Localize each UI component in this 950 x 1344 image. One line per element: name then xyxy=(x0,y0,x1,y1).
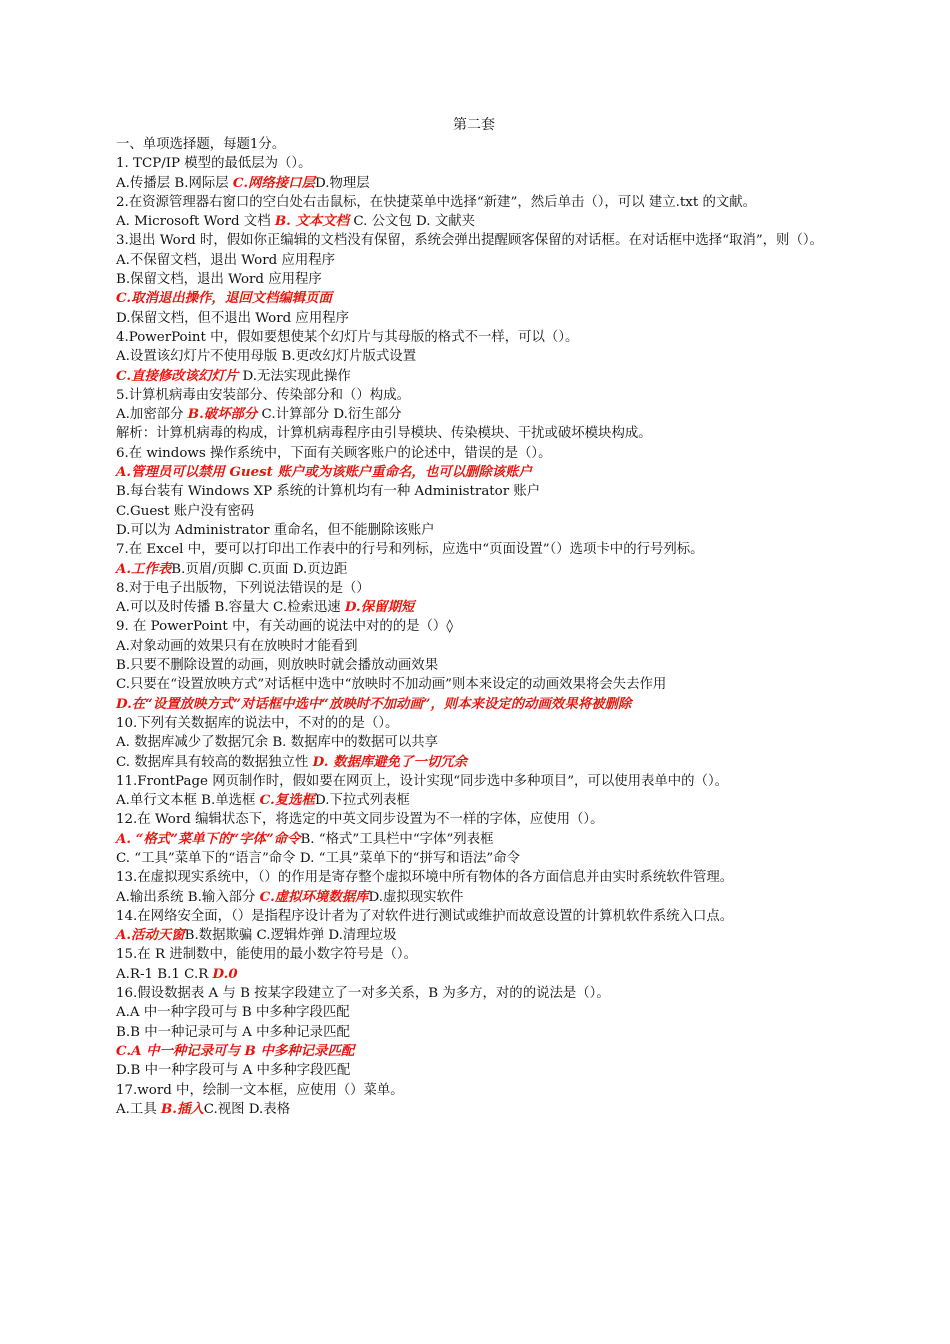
line-text: B.页眉/页脚 C.页面 D.页边距 xyxy=(171,561,348,577)
document-body xyxy=(116,135,832,1119)
text-line xyxy=(116,405,832,424)
text-line xyxy=(116,926,832,945)
line-text: 8.对于电子出版物，下列说法错误的是（） xyxy=(116,580,370,596)
line-text: 9. 在 PowerPoint 中，有关动画的说法中对的的是（）◊ xyxy=(116,619,453,635)
line-text: A.传播层 B.网际层 xyxy=(116,175,233,191)
text-line xyxy=(116,251,832,270)
line-text: 6.在 windows 操作系统中，下面有关顾客账户的论述中，错误的是（）。 xyxy=(116,445,552,461)
line-text: D.下拉式列表框 xyxy=(314,793,410,809)
text-line xyxy=(116,174,832,193)
text-line xyxy=(116,424,832,443)
answer-text: C.网络接口层 xyxy=(232,174,315,191)
text-line xyxy=(116,328,832,347)
line-text: 1. TCP/IP 模型的最低层为（）。 xyxy=(116,156,312,172)
text-line xyxy=(116,1003,832,1022)
text-line xyxy=(116,193,832,212)
text-line xyxy=(116,984,832,1003)
text-line xyxy=(116,502,832,521)
line-text: 15.在 R 进制数中，能使用的最小数字符号是（）。 xyxy=(116,947,418,963)
text-line xyxy=(116,1100,832,1119)
line-text: B.每台装有 Windows XP 系统的计算机均有一种 Administrator 账户 xyxy=(116,484,541,500)
line-text: D.物理层 xyxy=(314,175,370,191)
answer-text: C.A 中一种记录可与 B 中多种记录匹配 xyxy=(116,1042,355,1059)
answer-text: D.在“设置放映方式”对话框中选中“放映时不加动画”，则本来设定的动画效果将被删除 xyxy=(116,695,632,712)
line-text: 解析：计算机病毒的构成，计算机病毒程序由引导模块、传染模块、干扰或破坏模块构成。 xyxy=(116,426,652,442)
text-line xyxy=(116,810,832,829)
line-text: 17.word 中，绘制一文本框，应使用（）菜单。 xyxy=(116,1082,404,1098)
text-line xyxy=(116,888,832,907)
line-text: A. 数据库减少了数据冗余 B. 数据库中的数据可以共享 xyxy=(116,735,438,751)
line-text: 10.下列有关数据库的说法中，不对的的是（）。 xyxy=(116,715,399,731)
answer-text: B.插入 xyxy=(160,1100,204,1117)
line-text: 5.计算机病毒由安装部分、传染部分和（）构成。 xyxy=(116,387,410,403)
text-line xyxy=(116,579,832,598)
text-line xyxy=(116,598,832,617)
line-text: B.保留文档，退出 Word 应用程序 xyxy=(116,272,322,288)
answer-text: B.破坏部分 xyxy=(187,406,258,423)
answer-text: D. 数据库避免了一切冗余 xyxy=(312,753,467,770)
line-text: A.加密部分 xyxy=(116,407,188,423)
answer-text: C.取消退出操作，退回文档编辑页面 xyxy=(116,290,332,307)
line-text: 7.在 Excel 中，要可以打印出工作表中的行号和列标，应选中“页面设置”（）选项卡中的行号列标。 xyxy=(116,542,704,558)
line-text: D.虚拟现实软件 xyxy=(368,889,464,905)
answer-text: C.复选框 xyxy=(259,792,315,809)
text-line xyxy=(116,540,832,559)
text-line xyxy=(116,675,832,694)
line-text: A.不保留文档，退出 Word 应用程序 xyxy=(116,252,336,268)
line-text: C. 公文包 D. 文献夹 xyxy=(349,214,475,230)
line-text: A.设置该幻灯片不使用母版 B.更改幻灯片版式设置 xyxy=(116,349,417,365)
document-page xyxy=(116,116,832,1119)
text-line xyxy=(116,386,832,405)
text-line xyxy=(116,830,832,849)
text-line xyxy=(116,1042,832,1061)
line-text: 4.PowerPoint 中，假如要想使某个幻灯片与其母版的格式不一样，可以（）。 xyxy=(116,329,579,345)
line-text: D.保留文档，但不退出 Word 应用程序 xyxy=(116,310,349,326)
line-text: C.计算部分 D.衍生部分 xyxy=(257,407,402,423)
text-line xyxy=(116,463,832,482)
text-line xyxy=(116,154,832,173)
text-line xyxy=(116,560,832,579)
text-line xyxy=(116,695,832,714)
line-text: B.只要不删除设置的动画，则放映时就会播放动画效果 xyxy=(116,658,439,674)
text-line xyxy=(116,656,832,675)
text-line xyxy=(116,521,832,540)
line-text: 16.假设数据表 A 与 B 按某字段建立了一对多关系，B 为多方，对的的说法是（）。 xyxy=(116,986,610,1002)
line-text: 14.在网络安全面，（）是指程序设计者为了对软件进行测试或维护而故意设置的计算机软件系统入口点。 xyxy=(116,908,734,924)
line-text: A.输出系统 B.输入部分 xyxy=(116,889,260,905)
answer-text: C.虚拟环境数据库 xyxy=(259,888,369,905)
line-text: 一、单项选择题，每题1分。 xyxy=(116,137,286,152)
line-text: 11.FrontPage 网页制作时，假如要在网页上，设计实现“同步选中多种项目”，可以使用表单中的（）。 xyxy=(116,773,729,789)
text-line xyxy=(116,289,832,308)
line-text: C.视图 D.表格 xyxy=(203,1101,291,1117)
text-line xyxy=(116,482,832,501)
line-text: A.单行文本框 B.单选框 xyxy=(116,793,260,809)
page-title: 第二套 xyxy=(453,117,495,133)
text-line xyxy=(116,753,832,772)
line-text: C. 数据库具有较高的数据独立性 xyxy=(116,754,313,770)
line-text: B.数据欺骗 C.逻辑炸弹 D.清理垃圾 xyxy=(184,928,397,944)
line-text: B.B 中一种记录可与 A 中多种记录匹配 xyxy=(116,1024,350,1040)
text-line xyxy=(116,733,832,752)
text-line xyxy=(116,309,832,328)
text-line xyxy=(116,135,832,154)
line-text: A.工具 xyxy=(116,1101,161,1117)
answer-text: D.保留期短 xyxy=(344,599,415,616)
line-text: C. “工具”菜单下的“语言”命令 D. “工具”菜单下的“拼写和语法”命令 xyxy=(116,850,521,866)
text-line xyxy=(116,270,832,289)
answer-text: D.0 xyxy=(212,965,238,982)
line-text: 13.在虚拟现实系统中，（）的作用是寄存整个虚拟环境中所有物体的各方面信息并由实时系统软件管理。 xyxy=(116,870,734,886)
line-text: D.B 中一种字段可与 A 中多种字段匹配 xyxy=(116,1063,351,1079)
text-line xyxy=(116,231,832,250)
text-line xyxy=(116,791,832,810)
answer-text: A.活动天窗 xyxy=(116,927,185,944)
text-line xyxy=(116,907,832,926)
line-text: A. Microsoft Word 文档 xyxy=(116,214,275,230)
text-line xyxy=(116,367,832,386)
answer-text: A. “格式”菜单下的“字体”命令 xyxy=(116,830,301,847)
line-text: 2.在资源管理器右窗口的空白处右击鼠标，在快捷菜单中选择“新建”，然后单击（），可以 建立.txt 的文献。 xyxy=(116,194,757,210)
text-line xyxy=(116,965,832,984)
line-text: C.只要在“设置放映方式”对话框中选中“放映时不加动画”则本来设定的动画效果将会失去作用 xyxy=(116,677,667,693)
text-line xyxy=(116,1061,832,1080)
line-text: C.Guest 账户没有密码 xyxy=(116,503,255,519)
answer-text: A.管理员可以禁用 Guest 账户或为该账户重命名，也可以删除该账户 xyxy=(116,464,532,481)
text-line xyxy=(116,772,832,791)
line-text: A.R-1 B.1 C.R xyxy=(116,966,213,982)
text-line xyxy=(116,714,832,733)
text-line xyxy=(116,868,832,887)
text-line xyxy=(116,347,832,366)
answer-text: C.直接修改该幻灯片 xyxy=(116,367,239,384)
line-text: 12.在 Word 编辑状态下，将选定的中英文同步设置为不一样的字体，应使用（）。 xyxy=(116,812,604,828)
answer-text: B. 文本文档 xyxy=(274,213,350,230)
line-text: D.无法实现此操作 xyxy=(238,368,351,384)
line-text: 3.退出 Word 时，假如你正编辑的文档没有保留，系统会弹出提醒顾客保留的对话框。在对话框中选择“取消”，则（）。 xyxy=(116,233,823,249)
line-text: A.对象动画的效果只有在放映时才能看到 xyxy=(116,638,358,654)
line-text: B. “格式”工具栏中“字体”列表框 xyxy=(300,831,494,847)
answer-text: A.工作表 xyxy=(116,560,172,577)
text-line xyxy=(116,849,832,868)
text-line xyxy=(116,945,832,964)
text-line xyxy=(116,444,832,463)
text-line xyxy=(116,1023,832,1042)
text-line xyxy=(116,212,832,231)
text-line xyxy=(116,617,832,636)
line-text: A.可以及时传播 B.容量大 C.检索迅速 xyxy=(116,600,345,616)
text-line xyxy=(116,637,832,656)
text-line xyxy=(116,1081,832,1100)
line-text: D.可以为 Administrator 重命名，但不能删除该账户 xyxy=(116,522,435,538)
line-text: A.A 中一种字段可与 B 中多种字段匹配 xyxy=(116,1005,350,1021)
